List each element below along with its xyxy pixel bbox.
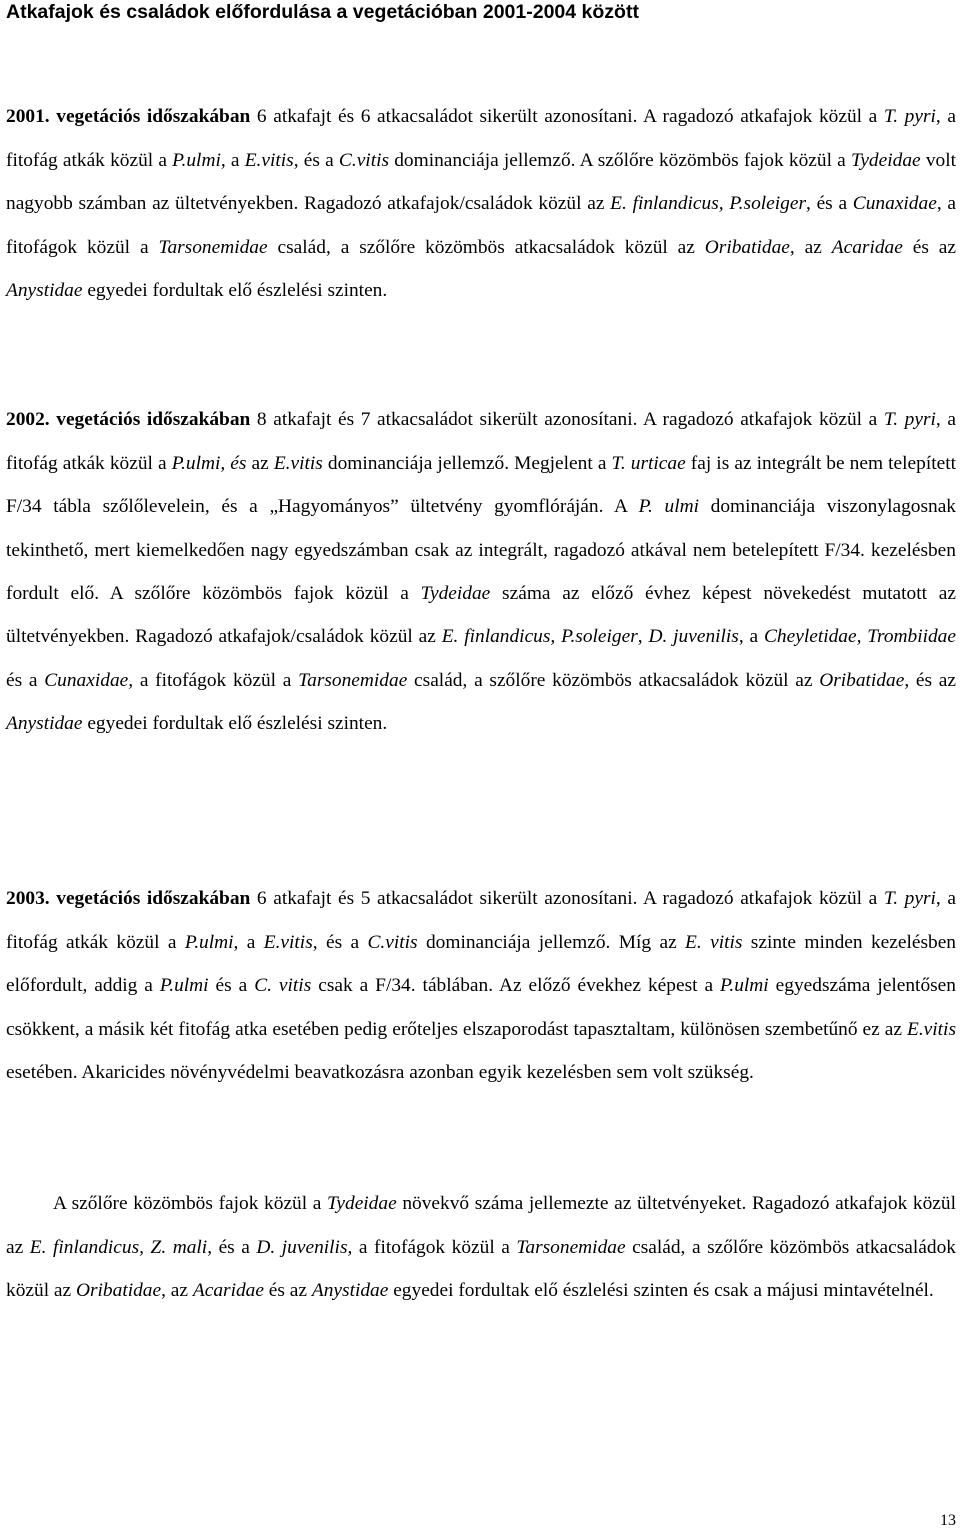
- text-run: 8 atkafajt és 7 atkacsaládot sikerült azonosítani. A ragadozó atkafajok közül a: [250, 409, 884, 431]
- paragraph-2002: [6, 398, 956, 745]
- text-run: , a fitofág atkák közül a: [6, 888, 956, 953]
- taxon-name: E. finlandicus, Z. mali: [29, 1236, 208, 1258]
- text-run: egyedei fordultak elő észlelési szinten.: [82, 280, 388, 302]
- text-run: szinte minden kezelésben előfordult, addig a: [6, 931, 956, 997]
- text-run: , az: [161, 1280, 193, 1302]
- taxon-name: Tydeidae: [850, 149, 921, 171]
- text-run: és az: [902, 236, 956, 258]
- document-title: Atkafajok és családok előfordulása a vegetációban 2001-2004 között: [6, 1, 639, 23]
- taxon-name: Cheyletidae, Trombiidae: [763, 626, 956, 648]
- taxon-name: T. pyri: [883, 106, 936, 128]
- text-run: egyedei fordultak elő észlelési szinten.: [82, 713, 388, 735]
- taxon-name: Cunaxidae: [852, 193, 937, 215]
- taxon-name: Oribatidae: [704, 236, 790, 258]
- taxon-name: Tydeidae: [327, 1193, 397, 1215]
- taxon-name: T. pyri: [883, 888, 936, 910]
- taxon-name: P.ulmi, és: [171, 452, 247, 474]
- text-run: , és a: [312, 931, 368, 953]
- taxon-name: E.vitis: [244, 149, 294, 171]
- text-run: növekvő száma jellemezte az ültetvényeket. Ragadozó atkafajok közül az: [6, 1193, 956, 1258]
- taxon-name: P.ulmi: [720, 975, 769, 997]
- text-run: , és az: [904, 669, 956, 691]
- taxon-name: P.ulmi: [159, 975, 209, 997]
- taxon-name: Cunaxidae,: [44, 669, 134, 691]
- taxon-name: Tydeidae: [420, 583, 491, 605]
- text-run: egyedei fordultak elő észlelési szinten és csak a májusi mintavételnél.: [388, 1280, 934, 1302]
- text-run: dominanciája jellemző. Megjelent a: [322, 452, 612, 474]
- paragraph-2003-continued: [6, 1182, 956, 1312]
- taxon-name: Anystidae: [311, 1280, 389, 1302]
- text-run: a fitofágok közül a: [352, 1236, 517, 1258]
- taxon-name: T. pyri: [883, 409, 936, 431]
- text-run: család, a szőlőre közömbös atkacsaládok közül az: [407, 669, 820, 691]
- taxon-name: Tarsonemidae: [298, 669, 408, 691]
- taxon-name: C.vitis: [338, 149, 390, 171]
- taxon-name: D. juvenilis: [648, 626, 739, 648]
- taxon-name: Tarsonemidae: [158, 236, 268, 258]
- text-run: dominanciája jellemző. A szőlőre közömbös fajok közül a: [389, 149, 851, 171]
- text-run: , a: [233, 931, 264, 953]
- taxon-name: Anystidae: [6, 280, 83, 302]
- taxon-name: Oribatidae: [819, 669, 905, 691]
- text-run: , az: [789, 236, 832, 258]
- text-run: az: [246, 452, 274, 474]
- page-number: 13: [940, 1512, 956, 1529]
- text-run: egyedszáma jelentősen csökkent, a másik két fitofág atka esetében pedig erőteljes elszaporodást tapasztaltam, különösen szembetűnő ez az: [6, 975, 956, 1040]
- text-run: 6 atkafajt és 5 atkacsaládot sikerült azonosítani. A ragadozó atkafajok közül a: [250, 888, 884, 910]
- text-run: dominanciája viszonylagosnak tekinthető, mert kiemelkedően nagy egyedszámban csak az integrált, ragadozó atkával nem betelepített F/34. kezelésben fordult elő. A szőlőre közömbös fajok közül a: [6, 496, 957, 605]
- text-run: volt nagyobb számban az ültetvényekben. Ragadozó atkafajok/családok közül az: [6, 149, 956, 215]
- taxon-name: D. juvenilis,: [256, 1236, 353, 1258]
- taxon-name: T. urticae: [611, 452, 686, 474]
- period-heading: 2001. vegetációs időszakában: [6, 106, 251, 128]
- text-run: , és a: [207, 1236, 257, 1258]
- text-run: A szőlőre közömbös fajok közül a: [53, 1193, 328, 1215]
- text-run: és a: [208, 975, 255, 997]
- text-run: , a: [220, 149, 245, 171]
- text-run: , a fitofágok közül a: [6, 193, 956, 258]
- taxon-name: Oribatidae: [76, 1280, 162, 1302]
- paragraph-2003: [6, 877, 956, 1094]
- text-run: esetében. Akaricides növényvédelmi beavatkozásra azonban egyik kezelésben sem volt szükség.: [6, 1062, 754, 1084]
- taxon-name: P.ulmi: [172, 149, 221, 171]
- paragraph-2001: [6, 95, 956, 312]
- text-run: faj is az integrált be nem telepített F/34 tábla szőlőlevelein, és a „Hagyományos” ültetvény gyomflóráján. A: [6, 452, 956, 518]
- text-run: , és a: [293, 149, 339, 171]
- text-run: , a: [738, 626, 764, 648]
- text-run: 6 atkafajt és 6 atkacsaládot sikerült azonosítani. A ragadozó atkafajok közül a: [250, 106, 884, 128]
- text-run: , és a: [806, 193, 853, 215]
- text-run: és a: [6, 669, 45, 691]
- text-run: dominanciája jellemző. Míg az: [417, 931, 686, 953]
- taxon-name: E. finlandicus, P.soleiger: [610, 193, 806, 215]
- period-heading: 2003. vegetációs időszakában: [6, 888, 251, 910]
- taxon-name: C. vitis: [254, 975, 312, 997]
- text-run: és az: [263, 1280, 312, 1302]
- text-run: , a fitofág atkák közül a: [6, 106, 956, 171]
- taxon-name: E.vitis: [263, 931, 313, 953]
- taxon-name: Tarsonemidae: [516, 1236, 626, 1258]
- taxon-name: Anystidae: [6, 713, 83, 735]
- taxon-name: E.vitis: [906, 1018, 956, 1040]
- text-run: család, a szőlőre közömbös atkacsaládok közül az: [6, 1236, 956, 1302]
- taxon-name: Acaridae: [831, 236, 903, 258]
- text-run: száma az előző évhez képest növekedést mutatott az ültetvényekben. Ragadozó atkafajok/családok közül az: [6, 583, 956, 648]
- taxon-name: E.vitis: [273, 452, 323, 474]
- text-run: , a fitofág atkák közül a: [6, 409, 956, 474]
- taxon-name: E. vitis: [685, 931, 743, 953]
- text-run: ,: [637, 626, 649, 648]
- period-heading: 2002. vegetációs időszakában: [6, 409, 251, 431]
- taxon-name: P.ulmi: [184, 931, 234, 953]
- taxon-name: Acaridae: [192, 1280, 264, 1302]
- text-run: család, a szőlőre közömbös atkacsaládok közül az: [267, 236, 705, 258]
- taxon-name: P. ulmi: [638, 496, 699, 518]
- text-run: csak a F/34. táblában. Az előző évekhez képest a: [311, 975, 721, 997]
- taxon-name: E. finlandicus, P.soleiger: [441, 626, 638, 648]
- text-run: a fitofágok közül a: [133, 669, 299, 691]
- taxon-name: C.vitis: [367, 931, 418, 953]
